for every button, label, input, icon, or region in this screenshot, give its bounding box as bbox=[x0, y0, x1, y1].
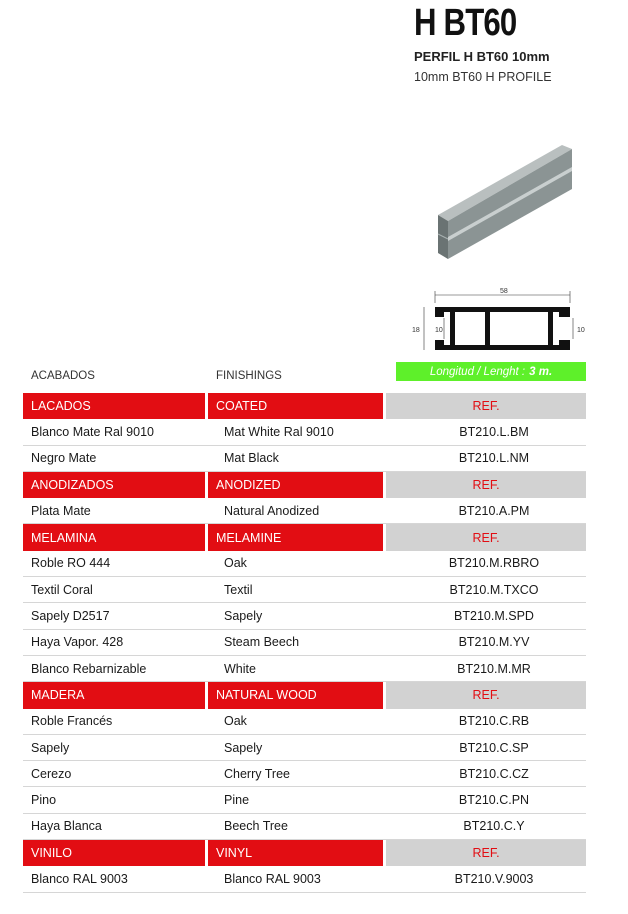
finish-name-en bbox=[216, 583, 402, 597]
finish-name-en bbox=[216, 609, 402, 623]
ref-code bbox=[402, 583, 586, 597]
section-name-en bbox=[208, 840, 383, 866]
table-row bbox=[23, 446, 586, 472]
ref-code bbox=[402, 451, 586, 465]
cell-text: Oak bbox=[224, 556, 247, 571]
ref-code bbox=[402, 609, 586, 623]
ref-code bbox=[402, 556, 586, 570]
cell-text: BT210.C.Y bbox=[463, 819, 525, 834]
cell-text: Cherry Tree bbox=[224, 766, 290, 781]
ref-code bbox=[402, 425, 586, 439]
cell-text: REF. bbox=[472, 478, 500, 493]
table-row bbox=[23, 735, 586, 761]
section-header-row bbox=[23, 472, 586, 498]
finishes-table bbox=[23, 393, 586, 893]
table-row bbox=[23, 787, 586, 813]
ref-code bbox=[402, 793, 586, 807]
cell-text: BT210.A.PM bbox=[458, 503, 530, 518]
ref-code bbox=[402, 872, 586, 886]
length-label: Longitud / Lenght : bbox=[429, 365, 526, 378]
cell-text: ANODIZED bbox=[216, 478, 281, 493]
finish-name-en bbox=[216, 504, 402, 518]
cell-text: BT210.M.MR bbox=[457, 661, 531, 676]
cell-text: MELAMINA bbox=[31, 530, 97, 545]
cell-text: Cerezo bbox=[31, 766, 72, 781]
section-name-es bbox=[23, 840, 205, 866]
cell-text: Blanco Mate Ral 9010 bbox=[31, 424, 154, 439]
cell-text: Sapely bbox=[31, 740, 70, 755]
cell-text: Sapely bbox=[224, 609, 263, 624]
section-name-es bbox=[23, 524, 205, 550]
cell-text: BT210.C.CZ bbox=[459, 766, 529, 781]
table-row bbox=[23, 761, 586, 787]
section-name-en bbox=[208, 393, 383, 419]
finish-name-en bbox=[216, 662, 402, 676]
finish-name-es bbox=[23, 609, 216, 623]
cell-text: White bbox=[224, 661, 256, 676]
table-row bbox=[23, 709, 586, 735]
cell-text: VINILO bbox=[31, 846, 72, 861]
height-dimension: 18 bbox=[412, 327, 420, 334]
cell-text: Mat Black bbox=[224, 451, 279, 466]
inner-left-dimension: 10 bbox=[435, 327, 443, 334]
ref-header bbox=[386, 393, 586, 419]
finish-name-es bbox=[23, 662, 216, 676]
cell-text: Pino bbox=[31, 793, 57, 808]
cell-text: Natural Anodized bbox=[224, 503, 320, 518]
ref-code bbox=[402, 819, 586, 833]
header-acabados: ACABADOS bbox=[31, 370, 95, 382]
cell-text: ANODIZADOS bbox=[31, 478, 114, 493]
table-row bbox=[23, 814, 586, 840]
finish-name-en bbox=[216, 741, 402, 755]
cell-text: BT210.M.RBRO bbox=[448, 556, 540, 571]
cell-text: Steam Beech bbox=[224, 635, 300, 650]
finish-name-es bbox=[23, 583, 216, 597]
finish-name-es bbox=[23, 635, 216, 649]
cell-text: BT210.L.BM bbox=[459, 424, 529, 439]
header-finishings: FINISHINGS bbox=[216, 370, 282, 382]
cell-text: REF. bbox=[472, 399, 500, 414]
finish-name-es bbox=[23, 793, 216, 807]
cell-text: BT210.C.SP bbox=[459, 740, 529, 755]
cell-text: BT210.C.PN bbox=[458, 793, 530, 808]
product-subtitle-en: 10mm BT60 H PROFILE bbox=[414, 70, 552, 84]
finish-name-es bbox=[23, 556, 216, 570]
finish-name-en bbox=[216, 872, 402, 886]
table-row bbox=[23, 630, 586, 656]
cell-text: REF. bbox=[472, 530, 500, 545]
finish-name-es bbox=[23, 504, 216, 518]
length-banner bbox=[396, 362, 586, 381]
cell-text: LACADOS bbox=[31, 399, 91, 414]
profile-3d-render bbox=[434, 140, 584, 270]
cell-text: Blanco RAL 9003 bbox=[31, 871, 128, 886]
finish-name-es bbox=[23, 741, 216, 755]
cell-text: COATED bbox=[216, 399, 268, 414]
ref-code bbox=[402, 767, 586, 781]
cell-text: Roble RO 444 bbox=[31, 556, 111, 571]
section-name-en bbox=[208, 682, 383, 708]
finish-name-es bbox=[23, 425, 216, 439]
ref-code bbox=[402, 662, 586, 676]
section-header-row bbox=[23, 393, 586, 419]
table-row bbox=[23, 577, 586, 603]
finish-name-en bbox=[216, 819, 402, 833]
section-name-en bbox=[208, 472, 383, 498]
table-row bbox=[23, 656, 586, 682]
finish-name-en bbox=[216, 425, 402, 439]
ref-code bbox=[402, 635, 586, 649]
cell-text: Pine bbox=[224, 793, 250, 808]
finish-name-en bbox=[216, 714, 402, 728]
finish-name-es bbox=[23, 767, 216, 781]
cell-text: MELAMINE bbox=[216, 530, 282, 545]
section-name-es bbox=[23, 472, 205, 498]
table-row bbox=[23, 551, 586, 577]
cell-text: REF. bbox=[472, 846, 500, 861]
inner-right-dimension: 10 bbox=[577, 327, 585, 334]
cell-text: BT210.M.SPD bbox=[454, 609, 534, 624]
table-row bbox=[23, 866, 586, 892]
profile-cross-section bbox=[410, 283, 600, 355]
cell-text: Negro Mate bbox=[31, 451, 97, 466]
cell-text: Oak bbox=[224, 714, 247, 729]
cell-text: Plata Mate bbox=[31, 503, 91, 518]
product-title: H BT60 bbox=[414, 2, 517, 44]
finish-name-en bbox=[216, 793, 402, 807]
cell-text: VINYL bbox=[216, 846, 253, 861]
cell-text: BT210.L.NM bbox=[458, 451, 530, 466]
cell-text: Sapely bbox=[224, 740, 263, 755]
cell-text: Beech Tree bbox=[224, 819, 288, 834]
cell-text: MADERA bbox=[31, 688, 85, 703]
finish-name-en bbox=[216, 451, 402, 465]
section-name-en bbox=[208, 524, 383, 550]
product-subtitle-es: PERFIL H BT60 10mm bbox=[414, 49, 550, 64]
cell-text: Mat White Ral 9010 bbox=[224, 424, 334, 439]
cell-text: BT210.V.9003 bbox=[454, 871, 534, 886]
finish-name-en bbox=[216, 635, 402, 649]
finish-name-es bbox=[23, 451, 216, 465]
finish-name-en bbox=[216, 767, 402, 781]
section-header-row bbox=[23, 682, 586, 708]
cell-text: NATURAL WOOD bbox=[216, 688, 317, 703]
ref-header bbox=[386, 472, 586, 498]
ref-header bbox=[386, 682, 586, 708]
cell-text: Textil Coral bbox=[31, 582, 93, 597]
length-value: 3 m. bbox=[529, 365, 553, 378]
ref-header bbox=[386, 524, 586, 550]
cell-text: REF. bbox=[472, 688, 500, 703]
cell-text: Roble Francés bbox=[31, 714, 113, 729]
ref-header bbox=[386, 840, 586, 866]
cell-text: Blanco Rebarnizable bbox=[31, 661, 147, 676]
finish-name-es bbox=[23, 714, 216, 728]
table-row bbox=[23, 603, 586, 629]
cell-text: Haya Blanca bbox=[31, 819, 102, 834]
width-dimension: 58 bbox=[500, 288, 508, 295]
section-name-es bbox=[23, 393, 205, 419]
table-row bbox=[23, 419, 586, 445]
cell-text: BT210.C.RB bbox=[458, 714, 530, 729]
section-header-row bbox=[23, 840, 586, 866]
ref-code bbox=[402, 504, 586, 518]
cell-text: Haya Vapor. 428 bbox=[31, 635, 124, 650]
table-row bbox=[23, 498, 586, 524]
finish-name-es bbox=[23, 819, 216, 833]
cell-text: BT210.M.YV bbox=[458, 635, 530, 650]
cell-text: BT210.M.TXCO bbox=[449, 582, 539, 597]
cell-text: Textil bbox=[224, 582, 253, 597]
finish-name-en bbox=[216, 556, 402, 570]
cell-text: Blanco RAL 9003 bbox=[224, 871, 321, 886]
ref-code bbox=[402, 741, 586, 755]
finish-name-es bbox=[23, 872, 216, 886]
ref-code bbox=[402, 714, 586, 728]
section-name-es bbox=[23, 682, 205, 708]
section-header-row bbox=[23, 524, 586, 550]
cell-text: Sapely D2517 bbox=[31, 609, 110, 624]
